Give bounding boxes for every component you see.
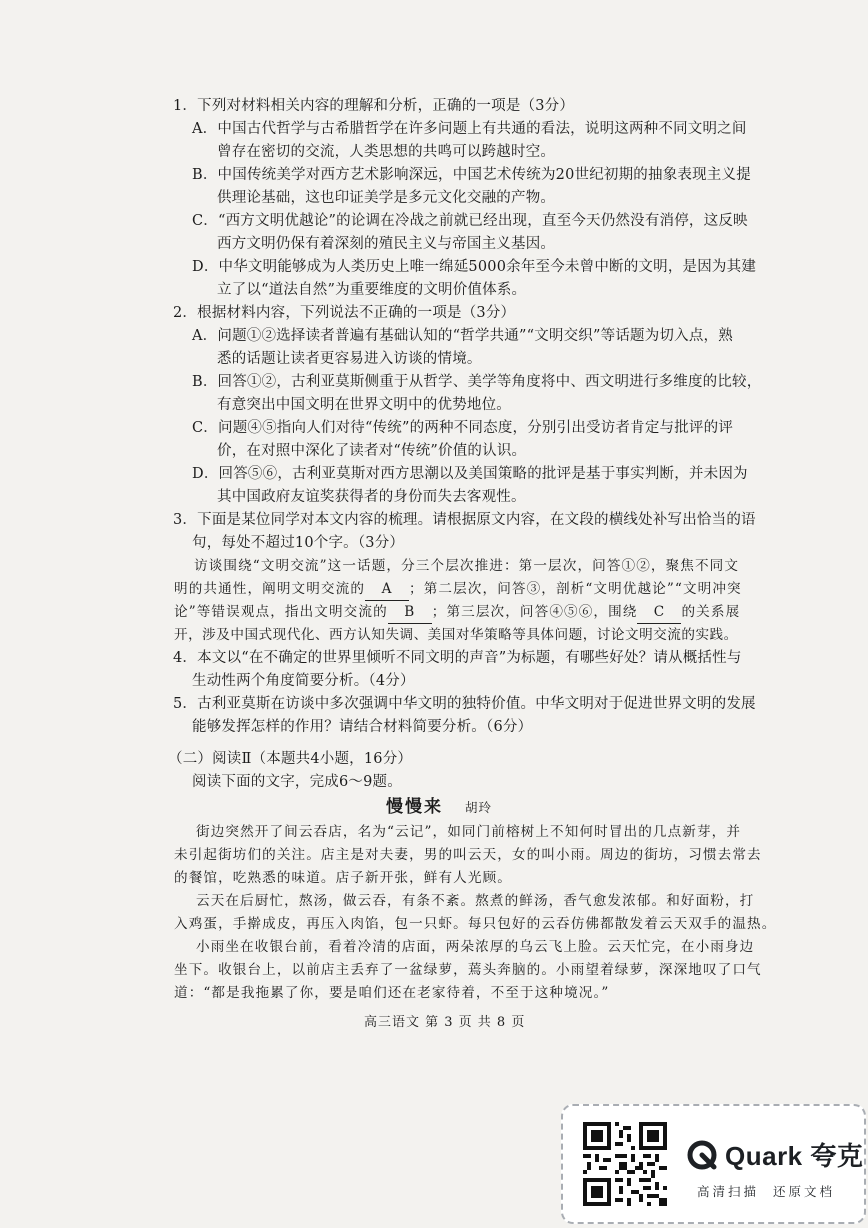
q1-option-b-line1: B．中国传统美学对西方艺术影响深远，中国艺术传统为20世纪初期的抽象表现主义提 (192, 167, 751, 183)
story-line-4: 云天在后厨忙，熬汤，做云吞，有条不紊。熬煮的鲜汤，香气愈发浓郁。和好面粉，打 (196, 893, 755, 909)
q2-option-d-line2: 其中国政府友谊奖获得者的身份而失去客观性。 (217, 489, 526, 505)
section2-heading: （二）阅读Ⅱ（本题共4小题，16分） (168, 751, 413, 767)
blank-b: B (388, 601, 432, 624)
q3-passage-text: 明的共通性，阐明文明交流的 (174, 581, 366, 597)
page-footer: 高三语文 第 3 页 共 8 页 (364, 1015, 526, 1030)
quark-tagline-1: 高清扫描 (697, 1184, 760, 1199)
quark-tagline-2: 还原文档 (773, 1184, 836, 1199)
q1-option-c-line2: 西方文明仍保有着深刻的殖民主义与帝国主义基因。 (217, 236, 556, 252)
q1-option-d-line1: D．中华文明能够成为人类历史上唯一绵延5000余年至今未曾中断的文明，是因为其建 (192, 259, 757, 275)
q1-option-c-line1: C．“西方文明优越论”的论调在冷战之前就已经出现，直至今天仍然没有消停，这反映 (192, 213, 748, 229)
q1-option-b-line2: 供理论基础，这也印证美学是多元文化交融的产物。 (217, 190, 556, 206)
blank-c: C (637, 601, 681, 624)
q2-option-a-line1: A．问题①②选择读者普遍有基础认知的“哲学共通”“文明交织”等话题为切入点，熟 (192, 328, 733, 344)
q2-option-c-line2: 价，在对照中深化了读者对“传统”价值的认识。 (217, 443, 527, 459)
q2-option-c-line1: C．问题④⑤指向人们对待“传统”的两种不同态度，分别引出受访者肯定与批评的评 (192, 420, 734, 436)
story-line-1: 街边突然开了间云吞店，名为“云记”，如同门前榕树上不知何时冒出的几点新芽，并 (196, 824, 742, 840)
q2-option-a-line2: 悉的话题让读者更容易进入访谈的情境。 (217, 351, 482, 367)
qr-code-icon (583, 1122, 667, 1206)
q5-stem-line2: 能够发挥怎样的作用？请结合材料简要分析。（6分） (192, 719, 533, 735)
q1-option-a-line2: 曾存在密切的交流，人类思想的共鸣可以跨越时空。 (217, 144, 556, 160)
story-title-block (386, 796, 492, 819)
q2-option-b-line2: 有意突出中国文明在世界文明中的优势地位。 (217, 397, 511, 413)
q2-option-d-line1: D．回答⑤⑥，古利亚莫斯对西方思潮以及美国策略的批评是基于事实判断，并未因为 (192, 466, 748, 482)
q1-option-a-line1: A．中国古代哲学与古希腊哲学在许多问题上有共通的看法，说明这两种不同文明之间 (192, 121, 747, 137)
q3-passage-text: ；第三层次，问答④⑤⑥，围绕 (431, 604, 638, 620)
story-line-5: 入鸡蛋，手擀成皮，再压入肉馅，包一只虾。每只包好的云吞仿佛都散发着云天双手的温热。 (174, 916, 777, 932)
story-line-3: 的餐馆，吃熟悉的味道。店子新开张，鲜有人光顾。 (174, 870, 512, 886)
quark-brand-name: Quark 夸克 (725, 1141, 864, 1171)
quark-tagline (697, 1182, 835, 1200)
quark-scan-badge (561, 1104, 866, 1224)
story-line-6: 小雨坐在收银台前，看着冷清的店面，两朵浓厚的乌云飞上脸。云天忙完，在小雨身边 (196, 939, 755, 955)
q4-stem-line1: 4．本文以“在不确定的世界里倾听不同文明的声音”为标题，有哪些好处？请从概括性与 (173, 650, 742, 666)
q4-stem-line2: 生动性两个角度简要分析。（4分） (192, 673, 415, 689)
q3-passage-text: ；第二层次，问答③，剖析“文明优越论”“文明冲突 (409, 581, 742, 597)
q3-passage-text: 的关系展 (681, 604, 741, 620)
story-line-2: 未引起街坊们的关注。店主是对夫妻，男的叫云天，女的叫小雨。周边的街坊，习惯去常去 (174, 847, 762, 863)
quark-logo-icon (687, 1140, 717, 1170)
story-author: 胡玲 (465, 800, 493, 815)
q2-stem: 2．根据材料内容，下列说法不正确的一项是（3分） (173, 305, 516, 321)
story-line-7: 坐下。收银台上，以前店主丢弃了一盆绿萝，蔫头奔脑的。小雨望着绿萝，深深地叹了口气 (174, 962, 762, 978)
q3-stem-line2: 句，每处不超过10个字。（3分） (192, 535, 405, 551)
q1-option-d-line2: 立了以“道法自然”为重要维度的文明价值体系。 (217, 282, 527, 298)
blank-a: A (365, 578, 409, 601)
q3-passage-line1: 访谈围绕“文明交流”这一话题，分三个层次推进：第一层次，问答①②，聚焦不同文 (194, 558, 740, 574)
q3-passage-line3 (174, 601, 740, 624)
q1-stem: 1．下列对材料相关内容的理解和分析，正确的一项是（3分） (173, 98, 575, 114)
q2-option-b-line1: B．回答①②，古利亚莫斯侧重于从哲学、美学等角度将中、西文明进行多维度的比较， (192, 374, 762, 390)
q3-passage-line2 (174, 578, 742, 601)
q5-stem-line1: 5．古利亚莫斯在访谈中多次强调中华文明的独特价值。中华文明对于促进世界文明的发展 (173, 696, 756, 712)
q3-stem-line1: 3．下面是某位同学对本文内容的梳理。请根据原文内容，在文段的横线处补写出恰当的语 (173, 512, 756, 528)
section2-instruction: 阅读下面的文字，完成6～9题。 (192, 774, 402, 790)
quark-brand (687, 1136, 863, 1173)
q3-passage-line4: 开，涉及中国式现代化、西方认知失调、美国对华策略等具体问题，讨论文明交流的实践。 (174, 627, 738, 643)
story-title: 慢慢来 (386, 797, 443, 817)
story-line-8: 道：“都是我拖累了你，要是咱们还在老家待着，不至于这种境况。” (174, 985, 610, 1001)
q3-passage-text: 论”等错误观点，指出文明交流的 (174, 604, 388, 620)
